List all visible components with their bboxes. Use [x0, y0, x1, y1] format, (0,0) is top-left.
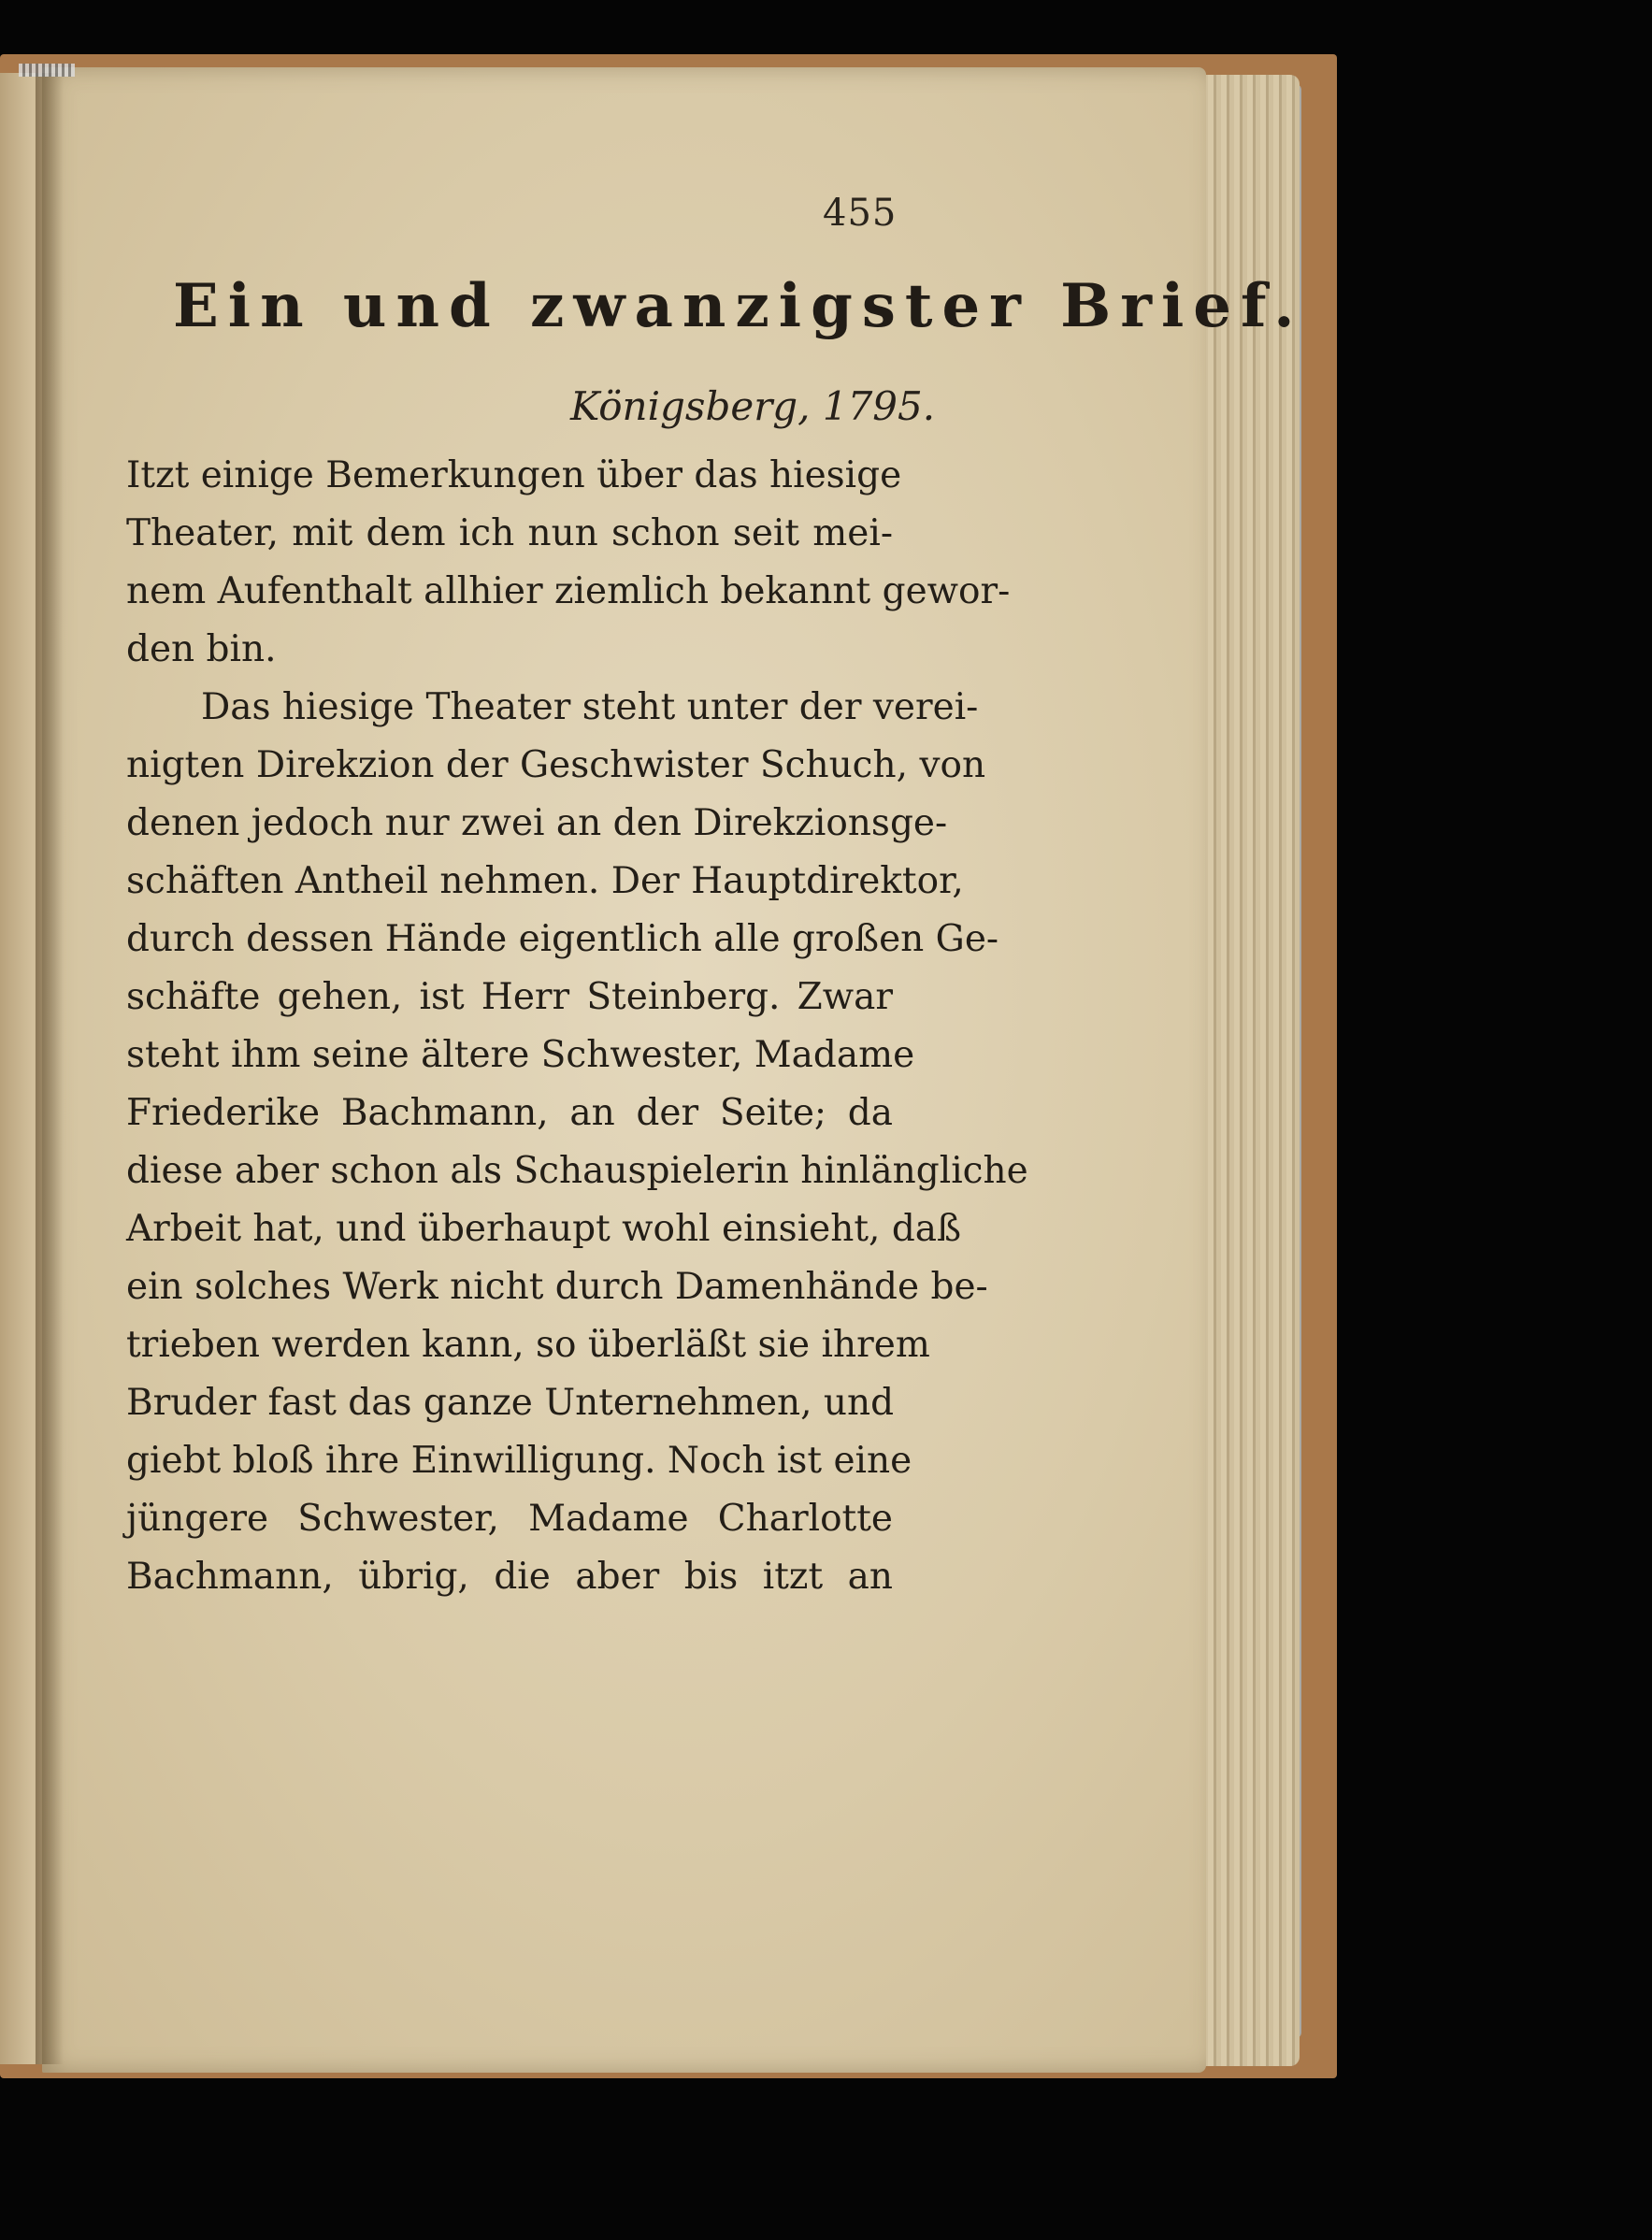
text-line: nem Aufenthalt allhier ziemlich bekannt gewor-: [126, 570, 1011, 612]
text-line: Arbeit hat, und überhaupt wohl einsieht, daß: [126, 1208, 962, 1250]
page-number: 455: [823, 192, 898, 235]
text-line: durch dessen Hände eigentlich alle großen Ge-: [126, 918, 999, 960]
text-line: Das hiesige Theater steht unter der verei-: [201, 686, 979, 728]
letter-dateline: Königsberg, 1795.: [570, 383, 936, 429]
text-line: Bachmann, übrig, die aber bis itzt an: [126, 1556, 893, 1598]
text-line: ein solches Werk nicht durch Damenhände be-: [126, 1266, 988, 1308]
text-line: jüngere Schwester, Madame Charlotte: [126, 1498, 893, 1540]
letter-heading: Ein und zwanzigster Brief.: [173, 271, 1304, 341]
text-line: giebt bloß ihre Einwilligung. Noch ist eine: [126, 1440, 912, 1482]
text-line: trieben werden kann, so überläßt sie ihrem: [126, 1324, 930, 1366]
letter-body: [126, 447, 1028, 1606]
text-line: nigten Direkzion der Geschwister Schuch, von: [126, 744, 986, 786]
text-line: schäften Antheil nehmen. Der Hauptdirektor,: [126, 860, 964, 902]
binding-stitch: [19, 64, 75, 77]
text-line: steht ihm seine ältere Schwester, Madame: [126, 1034, 915, 1076]
text-line: Bruder fast das ganze Unternehmen, und: [126, 1382, 895, 1424]
binding-gutter: [36, 73, 64, 2064]
text-line: denen jedoch nur zwei an den Direkzionsge-: [126, 802, 948, 844]
text-line: Friederike Bachmann, an der Seite; da: [126, 1092, 893, 1134]
text-line: den bin.: [126, 628, 277, 670]
text-line: Theater, mit dem ich nun schon seit mei-: [126, 512, 893, 554]
text-line: diese aber schon als Schauspielerin hinlängliche: [126, 1150, 1028, 1192]
text-line: Itzt einige Bemerkungen über das hiesige: [126, 454, 902, 496]
text-line: schäfte gehen, ist Herr Steinberg. Zwar: [126, 976, 893, 1018]
